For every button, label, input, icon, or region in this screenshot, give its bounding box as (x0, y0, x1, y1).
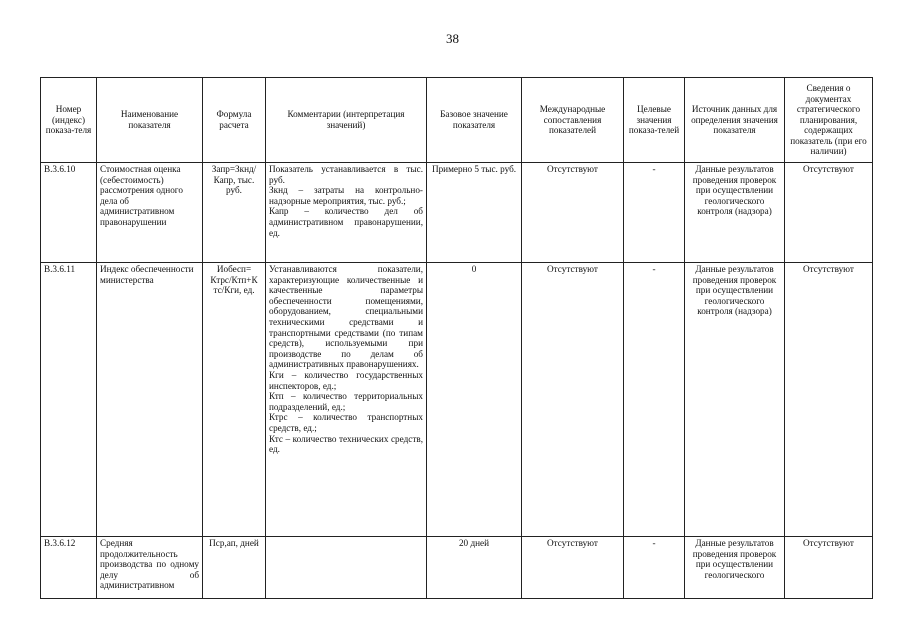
comment-line: Ктрс – количество транспортных средств, ед.; (269, 412, 423, 433)
header-international: Международные сопоставления показателей (522, 78, 624, 163)
table-row (41, 263, 873, 537)
page-number: 38 (446, 31, 459, 46)
cell-name: Индекс обеспеченности министерства (97, 263, 203, 537)
comment-line: Ктп – количество территориальных подразделений, ед.; (269, 391, 423, 412)
cell-source: Данные результатов проведения проверок при осуществлении геологического контроля (надзора) (685, 263, 785, 537)
comment-line: Зкнд – затраты на контрольно-надзорные мероприятия, тыс. руб.; (269, 185, 423, 206)
comment-line: Показатель устанавливается в тыс. руб. (269, 164, 423, 185)
comment-line: Ктс – количество технических средств, ед. (269, 433, 423, 455)
cell-source: Данные результатов проведения проверок при осуществлении геологического контроля (надзора) (685, 163, 785, 263)
header-comments: Комментарии (интерпретация значений) (266, 78, 427, 163)
cell-formula: Запр=Зкнд/ Капр, тыс. руб. (203, 163, 266, 263)
cell-strategic-docs: Отсутствуют (785, 537, 873, 599)
header-index: Номер (индекс) показа-теля (41, 78, 97, 163)
cell-base-value: 0 (427, 263, 522, 537)
cell-index: В.3.6.12 (41, 537, 97, 599)
header-strategic-docs: Сведения о документах стратегического планирования, содержащих показатель (при его наличии) (785, 78, 873, 163)
table-row (41, 537, 873, 599)
cell-international: Отсутствуют (522, 537, 624, 599)
cell-index: В.3.6.11 (41, 263, 97, 537)
cell-name: Средняя продолжительность производства по одному делу об административном (97, 537, 203, 599)
cell-formula: Иобесп= Ктрс/Ктп+К тс/Кги, ед. (203, 263, 266, 537)
cell-comments (266, 537, 427, 599)
cell-target: - (624, 263, 685, 537)
cell-international: Отсутствуют (522, 163, 624, 263)
header-source: Источник данных для определения значения показателя (685, 78, 785, 163)
cell-target: - (624, 163, 685, 263)
comment-line: Кги – количество государственных инспекторов, ед.; (269, 369, 423, 391)
indicators-table (40, 77, 873, 599)
cell-target: - (624, 537, 685, 599)
cell-strategic-docs: Отсутствуют (785, 163, 873, 263)
cell-comments (266, 263, 427, 537)
cell-index: В.3.6.10 (41, 163, 97, 263)
cell-name: Стоимостная оценка (себестоимость) рассмотрения одного дела об административном правонарушении (97, 163, 203, 263)
table-row (41, 163, 873, 263)
cell-source: Данные результатов проведения проверок при осуществлении геологического (685, 537, 785, 599)
cell-strategic-docs: Отсутствуют (785, 263, 873, 537)
header-target: Целевые значения показа-телей (624, 78, 685, 163)
cell-base-value: 20 дней (427, 537, 522, 599)
header-name: Наименование показателя (97, 78, 203, 163)
cell-international: Отсутствуют (522, 263, 624, 537)
cell-base-value: Примерно 5 тыс. руб. (427, 163, 522, 263)
cell-comments (266, 163, 427, 263)
table-header-row (41, 78, 873, 163)
comment-line: Устанавливаются показатели, характеризующие количественные и качественные параметры обеспеченности помещениями, оборудованием, специальными техническими средствами и транспортными средствами (по типам средств), используемыми при производстве по делам об административных правонарушениях. (269, 264, 423, 370)
header-base-value: Базовое значение показателя (427, 78, 522, 163)
header-formula: Формула расчета (203, 78, 266, 163)
cell-formula: Пср,ап, дней (203, 537, 266, 599)
comment-line: Капр – количество дел об административном правонарушении, ед. (269, 206, 423, 238)
